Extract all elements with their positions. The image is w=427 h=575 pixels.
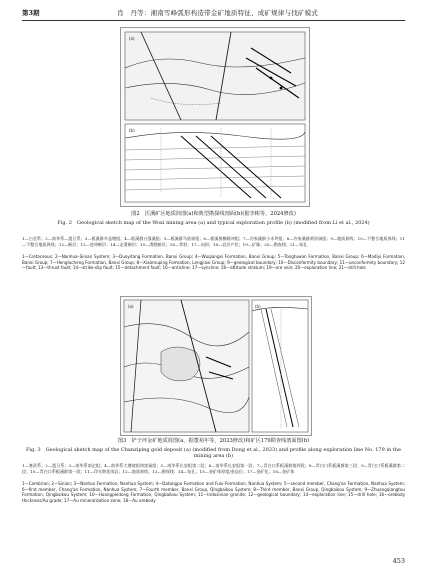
figure-2-legend-cn: 1—白垩系；2—南华系—震旦系；3—板溪群多益塘组；4—板溪群五强溪组；5—板溪群马底驿组；6—板溪群横路冲组；7—冷家溪群小木坪组；8—冷家溪群黄浒洞组；9—地质界线；10—不整合地质界线；11—不整合地质界线；12—断层；13—逆冲断层；14—走滑断层；15—滑脱断层；16—背斜；17—向斜；18—岩层产状；19—矿脉；20—勘查线；21—钻孔 [22, 236, 405, 247]
fig3-panel-b-label: (b) [255, 304, 261, 309]
running-title: 肖 丹等：湘南雪峰弧形构造带金矿地质特征、成矿规律与找矿模式 [117, 9, 318, 17]
figure-2-image [120, 27, 310, 207]
figure-3-drawing [121, 297, 311, 435]
figure-2-legend-en: 1—Cretaceous; 2—Nanhua–Sinian System; 3—Duoyitang Formation, Banxi Group; 4—Wuqiangxi Formation, Banxi Group; 5—Tongtuwan Formation, Banxi Group; 6—Madiyi Formation, Banxi Group; 7—Henglucheng Formation, Banxi Group; 8—Xiaomuping Formation, Lengjiaxi Group; 9—geological boundary; 10—Disconformity boundary; 11—unconformity boundary; 12—fault; 13—thrust fault; 14—strike-slip fault; 15—detachment fault; 16—anticline; 17—syncline; 18—attitude stratum; 19—ore vein; 20—exploration line; 21—drill hole [22, 254, 405, 271]
figure-2-caption-cn: 图2 沃溪矿区地质简图(a)和典型勘探线剖面(b)(据李彬等，2024修改) [131, 211, 296, 217]
fig2-panel-b-profile [125, 124, 305, 202]
figure-3-legend-cn: 1—寒武系；2—震旦系；3—南华系南沱组；4—南华系大塘坡组和富禄组；5—南华系长安组第二段；6—南华系长安组第一段；7—青白口系板溪群第四段；8—青白口系板溪群第三段；9—青白口系板溪群第二段；10—青白口系板溪群第一段；11—印支期花岗岩；12—地质界线；13—勘探线；14—钻孔；15—金矿体厚度/金品位；17—金矿化；18—金矿体 [22, 463, 405, 474]
running-header [22, 8, 405, 20]
figure-3-legend-en: 1—Cambrian; 2—Sinian; 3—Nantuo Formation, Nanhua System; 4—Datangpo Formation and Fulu Formation, Nanhua System; 5—second member, Chang'an Formation, Nanhua System; 6—first member, Chang'an Formation, Nanhua System; 7—Fourth member, Banxi Group, Qingbaikou System; 8—Third member, Banxi Group, Qingbaikou System; 9—Zhuangqiangtou Formation, Qingbaikou System; 10—Huangpeidong Formation, Qingbaikou System; 11—Indosinian granite; 12—geological boundary; 14—exploration line; 15—drill hole; 16—orebody thickness/Au grade; 17—Au mineralization zone; 18—Au orebody [22, 481, 405, 503]
figure-3-image [120, 296, 312, 436]
page-number: 453 [392, 557, 405, 565]
fig3-panel-a-label: (a) [128, 304, 134, 309]
fig2-panel-b-label: (b) [129, 128, 135, 133]
figure-2-drawing [121, 28, 309, 206]
figure-3-caption-cn: 图3 铲子坪金矿地质简图(a，据董裕年等，2023修改)和矿区179勘查线剖面图(b) [117, 438, 310, 444]
header-rule [22, 20, 405, 21]
figure-2-caption-en: Fig. 2 Geological sketch map of the Woxi mining area (a) and typical exploration profile (b) (modified from Li et al., 2024) [57, 220, 370, 226]
fig3-panel-b-profile [252, 300, 308, 432]
figure-3-caption-en: Fig. 3 Geological sketch map of the Chanziping gold deposit (a) (modified from Dong et al., 2023) and profile along exploration line No. 179 in the mining area (b) [26, 447, 401, 460]
issue-number: 第3期 [22, 9, 40, 17]
fig2-panel-a-label: (a) [129, 36, 135, 41]
